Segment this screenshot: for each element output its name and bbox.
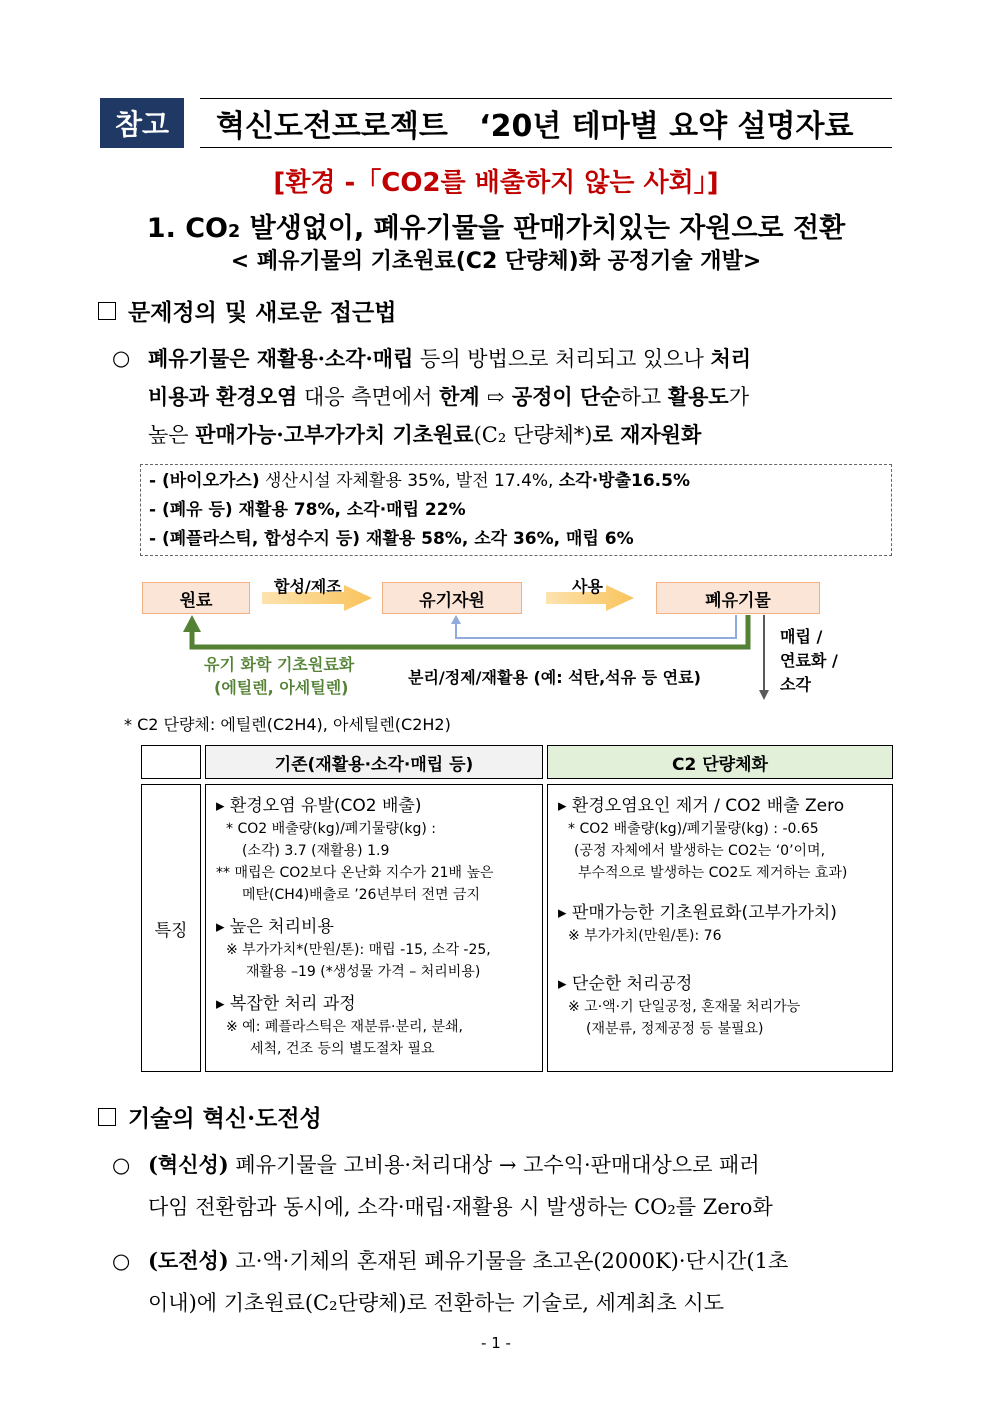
table-corner-cell	[141, 745, 201, 779]
table-cell-c2	[547, 784, 893, 1072]
note: ** 매립은 CO2보다 온난화 지수가 21배 높은	[216, 865, 494, 881]
checkbox-square-icon	[98, 1108, 116, 1126]
label-usage: 사용	[572, 577, 603, 596]
stat-line-biogas	[149, 467, 883, 496]
text-run: - (폐플라스틱, 합성수지 등) 재활용 58%, 소각 36%, 매립 6%	[149, 529, 634, 549]
note: ※ 부가가치(만원/톤): 76	[568, 928, 722, 944]
subheadline: < 폐유기물의 기초원료(C2 단량체)화 공정기술 개발>	[230, 249, 762, 274]
text-run: 대응 측면에서	[297, 385, 440, 409]
statistics-box	[140, 464, 892, 556]
theme-title: [환경 -「CO2를 배출하지 않는 사회」]	[273, 168, 719, 198]
node-organic-resource: 유기자원	[382, 582, 522, 614]
text-run: - (폐유 등) 재활용 78%, 소각·매립 22%	[149, 500, 466, 520]
note: * CO2 배출량(kg)/폐기물량(kg) :	[226, 821, 436, 837]
stat-line-waste-oil	[149, 496, 883, 525]
circle-bullet-icon: ○	[112, 1153, 131, 1177]
label-synthesis: 합성/제조	[274, 577, 342, 596]
existing-item-pollution: ▸ 환경오염 유발(CO2 배출)	[216, 796, 422, 816]
text-run: 재활용·소각·매립	[256, 346, 414, 371]
paragraph-line-3	[148, 416, 902, 454]
note: 부수적으로 발생하는 CO2도 제거하는 효과)	[578, 865, 848, 881]
table-cell-existing	[205, 784, 543, 1072]
innovation-line-2: 다임 전환함과 동시에, 소각·매립·재활용 시 발생하는 CO₂를 Zero화	[148, 1195, 773, 1219]
section-heading-problem: 문제정의 및 새로운 접근법	[98, 294, 396, 327]
challenge-label: (도전성)	[148, 1248, 229, 1273]
existing-item-cost: ▸ 높은 처리비용	[216, 917, 334, 937]
innovation-line-1: 폐유기물을 고비용·처리대상 → 고수익·판매대상으로 패러	[228, 1153, 760, 1177]
text-run: 높은	[148, 423, 196, 447]
c2-item-sellable: ▸ 판매가능한 기초원료화(고부가가치)	[558, 903, 837, 923]
note: (소각) 3.7 (재활용) 1.9	[242, 843, 390, 859]
note: 세척, 건조 등의 별도절차 필요	[250, 1041, 435, 1057]
footnote: * C2 단량체: 에틸렌(C2H4), 아세틸렌(C2H2)	[124, 715, 451, 734]
section-heading-innovation: 기술의 혁신·도전성	[98, 1100, 322, 1133]
paragraph-line-2	[148, 378, 902, 416]
note: ※ 예: 폐플라스틱은 재분류·분리, 분쇄,	[226, 1019, 463, 1035]
table-row-label: 특징	[141, 784, 201, 1072]
headline: 1. CO2 발생없이, 폐유기물을 판매가치있는 자원으로 전환	[146, 213, 846, 244]
text-run: 생산시설 자체활용 35%, 발전 17.4%,	[259, 471, 559, 491]
green-loop-arrow	[192, 615, 748, 647]
document-title: 혁신도전프로젝트 ‘20년 테마별 요약 설명자료	[200, 98, 892, 148]
blue-loop-arrow	[456, 615, 736, 638]
text-run: 가	[728, 385, 749, 409]
page-number: - 1 -	[481, 1334, 511, 1352]
label-disposal: 매립 / 연료화 / 소각	[780, 627, 838, 694]
circle-bullet-icon: ○	[112, 346, 131, 370]
innovation-paragraph	[112, 1144, 902, 1228]
challenge-line-2: 이내)에 기초원료(C₂단량체)로 전환하는 기술로, 세계최초 시도	[148, 1291, 724, 1315]
problem-paragraph	[112, 340, 902, 454]
note: 재활용 –19 (*생성물 가격 – 처리비용)	[246, 964, 481, 980]
label-green-1: 유기 화학 기초원료화	[204, 655, 355, 674]
note: ※ 고·액·기 단일공정, 혼재물 처리가능	[568, 999, 801, 1015]
node-raw-material: 원료	[142, 582, 250, 614]
challenge-line-1: 고·액·기체의 혼재된 폐유기물을 초고온(2000K)·단시간(1초	[228, 1249, 789, 1273]
label-green-2: (에틸렌, 아세틸렌)	[214, 678, 349, 697]
note: * CO2 배출량(kg)/폐기물량(kg) : -0.65	[568, 821, 819, 837]
existing-item-process: ▸ 복잡한 처리 과정	[216, 994, 356, 1014]
text-run: 하고	[620, 385, 668, 409]
text-run: 처리	[710, 346, 752, 371]
circle-bullet-icon: ○	[112, 1249, 131, 1273]
checkbox-square-icon	[98, 302, 116, 320]
text-run: 비용과 환경오염	[148, 384, 298, 409]
stat-line-plastic	[149, 525, 883, 554]
paragraph-line-1	[148, 340, 902, 378]
table-header-c2: C2 단량체화	[547, 745, 893, 779]
c2-item-simple-process: ▸ 단순한 처리공정	[558, 974, 693, 994]
text-run: 로 재자원화	[592, 422, 702, 447]
text-run: 소각·방출16.5%	[558, 471, 690, 491]
text-run: (C₂ 단량체*)	[473, 423, 593, 447]
text-run: - (바이오가스)	[149, 471, 260, 491]
text-run: 등의 방법으로 처리되고 있으나	[413, 347, 711, 371]
note: (공정 자체에서 발생하는 CO2는 ‘0’이며,	[574, 843, 826, 859]
text-run: 폐유기물은	[148, 346, 257, 371]
text-run: 한계 ⇨ 공정이 단순	[439, 384, 621, 409]
text-run: 활용도	[667, 384, 729, 409]
text-run: 판매가능·고부가가치 기초원료	[195, 422, 474, 447]
note: (재분류, 정제공정 등 불필요)	[586, 1021, 764, 1037]
reference-badge: 참고	[100, 98, 184, 148]
challenge-paragraph	[112, 1240, 902, 1324]
c2-item-zero-emission: ▸ 환경오염요인 제거 / CO2 배출 Zero	[558, 796, 845, 816]
node-waste-organic: 폐유기물	[656, 582, 820, 614]
table-header-existing: 기존(재활용·소각·매립 등)	[205, 745, 543, 779]
innovation-label: (혁신성)	[148, 1152, 229, 1177]
label-blue: 분리/정제/재활용 (예: 석탄,석유 등 연료)	[408, 668, 701, 687]
note: 메탄(CH4)배출로 ’26년부터 전면 금지	[242, 887, 481, 903]
note: ※ 부가가치*(만원/톤): 매립 -15, 소각 -25,	[226, 942, 491, 958]
